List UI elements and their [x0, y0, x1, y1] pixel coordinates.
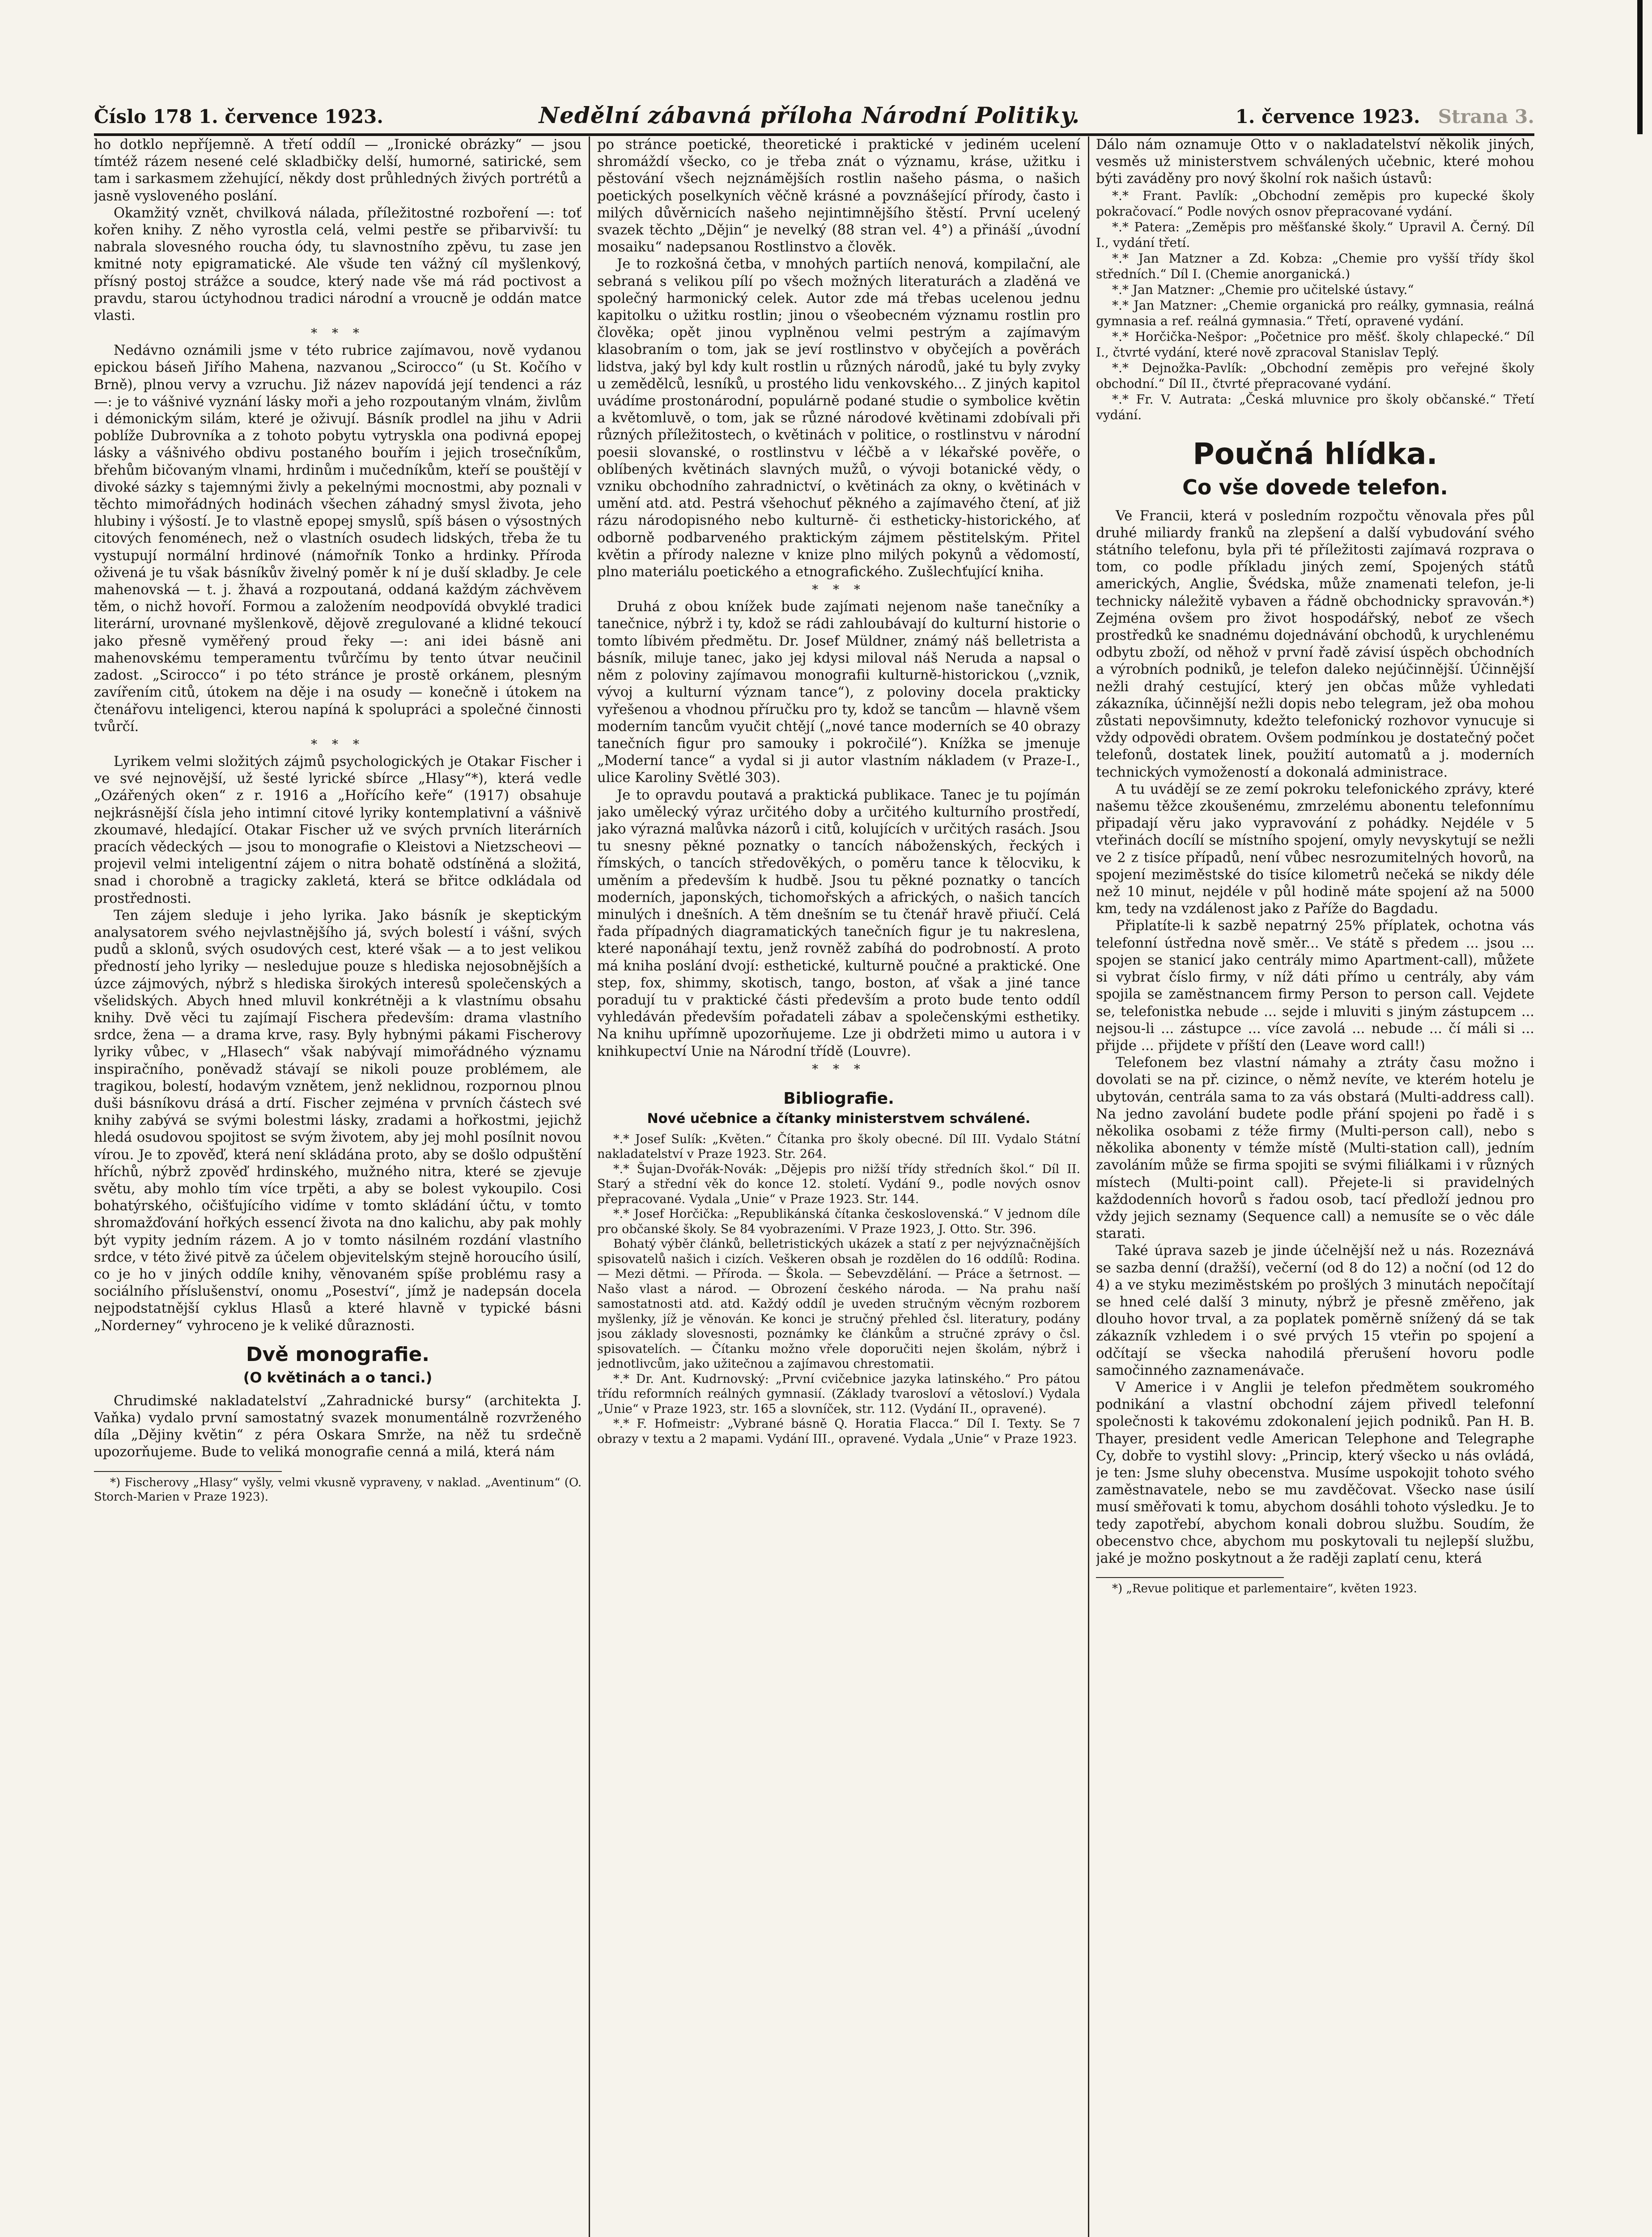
bibliography-subheading: Nové učebnice a čítanky ministerstvem schválené.: [647, 1110, 1031, 1127]
separator-stars: * * *: [812, 1061, 866, 1076]
paragraph: Nedávno oznámili jsme v této rubrice zajímavou, nově vydanou epickou báseň Jiřího Mahena, nazvanou „Scirocco“ (u St. Kočího v Brně), plnou vervy a vzruchu. Již název napovídá její tendenci a ráz —: je to vášnivé vyznání lásky moři a jeho rozpoutaným vlnám, živlům i démonickým silám, které je oživují. Básník prodlel na jihu v Adrii poblíže Dubrovníka a z tohoto pobytu vytryskla ona podivná epopej lásky a vášnivého obdivu postaného bouřím i jejich trosečníkům, břehům bičovaným vlnami, hrdinům i mučedníkům, kteří se pouštějí v divoké sázky s tajemnými živly a pekelnými mocnostmi, aby poznali v těchto mimořádných hodinách všechen záhadný smysl života, jeho hlubiny i výšostí. Je to vlastně epopej smyslů, spíš básen o výsostných citových fenoménech, než o vlastních osudech lidských, třeba že tu vystupují normální hrdinové (námořník Tonko a hrdinky. Příroda oživená je tu však básníkův živelný poměr k ní je duší skladby. Je cele mahenovská — t. j. žhavá a rozpoutaná, oddaná každým záchvěvem těm, o nichž hovoří. Formou a založením neodpovídá obvyklé tradici literární, urovnané myšlenkově, dějově zregulované a klidné tekoucí jako přesně vyměřený proud řeky —: ani idei básně ani mahenovskému temperamentu tvůrčímu by tento útvar neučinil zadost. „Scirocco“ i po této stránce je prostě orkánem, plesným zavířením citů, útokem na děje i na osudy — konečně i útokem na čtenářovu inteligenci, kterou napíná k spolupráci a společné činnosti tvůrčí.: [94, 343, 582, 735]
column-3: [1096, 136, 1534, 2237]
paragraph: Ten zájem sleduje i jeho lyrika. Jako básník je skeptickým analysatorem svého nejvlastnějšího já, svých bolestí i vášní, svých pudů a sklonů, svých osudových cest, které však — a to jest velikou předností jeho lyriky — nesledujue pouze s hlediska nejosobnějších a úzce zájmových, nýbrž s hlediska širokých interesů společenských a všelidských. Abych hned mluvil konkrétněji a k vlastnímu obsahu knihy. Dvě věci tu zajímají Fischera především: drama vlastního srdce, žena — a drama krve, rasy. Byly hybnými pákami Fischerovy lyriky vůbec, v „Hlasech“ však nabývají mimořádného významu inspiračního, poněvadž stávají se nikoli pouze problémem, ale tragikou, bolestí, hodavým vznětem, jenž neklidnou, rozpornou plnou duši básníkovu drásá a drtí. Fischer zejména v prvních částech své knihy zabývá se svými bolestmi lásky, zradami a hořkostmi, jejichž hledá osudovou spojitost se svým životem, aby jej mohl posílnit novou vírou. Je to zpověď, která není skládána proto, aby se došlo odpuštění hříchů, nýbrž zpověď hrdinského, mužného nitra, které se zjevuje světu, aby mohlo tím více trpěti, a aby se bolest vykoupilo. Cosi bohatýrského, očišťujícího vidíme v tomto skládání účtu, v tomto shromažďování hořkých essencí života na dno kalichu, aby pak mohly být vypity jedním rázem. A jo v tomto násilném rozdání vlastního srdce, v této živé pitvě za účelem objevitelským stejně horoucího úsilí, co je ho v jiných oddíle knihy, věnovaném spíše problému rasy a sociálního příslušenství, onomu „Poseství“, jímž je nadepsán docela nejpodstatnější cyklus Hlasů a které hlavně v typické básni „Norderney“ vyhroceno je k veliké důraznosti.: [94, 907, 582, 1334]
separator-stars: * * *: [311, 326, 365, 341]
paragraph: Také úprava sazeb je jinde účelnější než u nás. Rozeznává se sazba denní (dražší), večerní (od 8 do 12) a noční (od 12 do 4) a ve styku meziměstském po prošlých 3 minutách nepočítají se hned celé další 3 minuty, nýbrž je přesně změřeno, jak dlouho hovor trval, a za poplatek poměrně snížený dá se tak zákazník vzhledem i o své prvých 15 vteřin po spojení a odčítají se všecka nahodilá přerušení hovoru podle samočinného zaznamenávače.: [1096, 1243, 1534, 1378]
bibliography-item: *.* Josef Horčička: „Republikánská čítanka československá.“ V jednom díle pro občanské školy. Se 84 vyobrazeními. V Praze 1923, J. Otto. Str. 396.: [597, 1207, 1080, 1236]
column-1: [94, 136, 582, 2237]
supplement-title: Nedělní zábavná příloha Národní Politiky.: [539, 102, 1080, 128]
issue-number: Číslo 178 1. července 1923.: [94, 106, 383, 128]
footnote-rule: [1096, 1577, 1284, 1578]
bibliography-item: *.* Josef Sulík: „Květen.“ Čítanka pro školy obecné. Díl III. Vydalo Státní nakladatelství v Praze 1923. Str. 264.: [597, 1132, 1080, 1161]
paragraph: Okamžitý vznět, chvilková nálada, příležitostné rozboření —: toť kořen knihy. Z něho vyrostla celá, velmi pestře se přibarvivší: tu nabrala slovesného roucha ódy, tu slavnostního zpěvu, tu zase jen kmitné noty epigramatické. Ale všude ten vážný cíl myšlenkový, přísný postoj strážce a soudce, který nade vše má rád poctivost a pravdu, starou úctyhodnou tradici národní a vroucně je oddán matce vlasti.: [94, 205, 582, 324]
page-number: Strana 3.: [1438, 106, 1534, 128]
paragraph: Chrudimské nakladatelství „Zahradnické bursy“ (architekta J. Vaňka) vydalo první samostatný svazek monumentálně rozvrženého díla „Dějiny květin“ z péra Oskara Smrže, na něž tu srdečně upozorňujeme. Bude to veliká monografie cenná a milá, která nám: [94, 1393, 582, 1460]
paragraph: A tu uvádějí se ze zemí pokroku telefonického zprávy, které našemu těžce zkoušenému, zmrzelému abonentu telefonnímu připadají věru jako vypravování z pohádky. Nejdéle v 5 vteřinách docílí se místního spojení, omyly nevyskytují se nežli ve 2 z tisíce případů, není vůbec nesrozumitelných hovorů, na spojení meziměstské do tisíce kilometrů nečeká se nikdy déle než 10 minut, nejdéle v půl hodině máte spojení až na 5000 km, tedy na vzdálenost jako z Paříže do Bagdadu.: [1096, 781, 1534, 917]
footnote: *) Fischerovy „Hlasy“ vyšly, velmi vkusně vypraveny, v naklad. „Aventinum“ (O. Storch-Marien v Praze 1923).: [94, 1476, 582, 1504]
section-heading: Dvě monografie.: [246, 1343, 430, 1366]
section-subheading: (O květinách a o tanci.): [243, 1369, 433, 1386]
paragraph: Ve Francii, která v posledním rozpočtu věnovala přes půl druhé miliardy franků na zlepšení a další vybudování svého státního telefonu, byla při té příležitosti zajímavá rozprava o tom, co podle příkladu jiných zemí, Spojených států amerických, Anglie, Švédska, může znamenati telefon, je-li technicky náležitě vybaven a řádně obchodnicky spravován.*) Zejména ovšem pro život hospodářský, neboť ze všech prostředků ke snadnému dojednávání obchodů, k urychlenému odbytu zboží, od něhož v první řadě závisí úspěch obchodních a výrobních podniků, je telefon daleko nejúčinnější. Účinnější nežli drahý cestující, který jen občas může vyhledati zákazníka, účinnější nežli dopis nebo telegram, jež oba mohou zůstati nepovšimnuty, kdežto telefonický rozhovor vynucuje si vždy odpovědi obratem. Ovšem podmínkou je dostatečný počet telefonů, dostatek linek, použití automatů a j. moderních technických vymožeností a dokonalá administrace.: [1096, 508, 1534, 780]
separator-stars: * * *: [812, 582, 866, 597]
textbook-item: *.* Patera: „Zeměpis pro měšťanské školy.“ Upravil A. Černý. Díl I., vydání třetí.: [1096, 219, 1534, 250]
paragraph: Je to rozkošná četba, v mnohých partiích nenová, kompilační, ale sebraná s velikou pílí po všech možných literaturách a zladěná ve společný harmonický celek. Autor zde má třebas ucelenou jednu kapitolku o užitku rostlin; jinou o všeobecném významu rostlin pro člověka; opět jinou vyplněnou velmi pestrým a zajímavým klasobraním o tom, jak se jeví rostlinstvo v obyčejích a pověrách lidstva, jaký byl kdy kult rostlin u různých národů, jaké tu byly zvyky u zemědělců, lesníků, u prostého lidu venkovského... Z jiných kapitol uvádíme prostonárodní, populárně podané studie o symbolice květin a květomluvě, o tom, jak se různé národové květinami zdobívali při různých příležitostech, o květinách v politice, o rostlinstvu v národní poesii slovanské, o rostlinstvu v léčbě a v lékařské pověře, o oblíbených květinách slavných mužů, o vývoji botanické vědy, o vzniku obchodního zahradnictví, o květinách za okny, o květinách v umění atd. atd. Pestrá všehochuť pěkného a zajímavého čtení, ať již rázu národopisného nebo kulturně- či estheticky-historického, ať odborně podbarveného praktickým zájmem pěstitelským. Přitel květin a přírody nalezne v knize plno milých pokynů a vědomostí, plno materiálu poetického a etnografického. Zušlechťující kniha.: [597, 256, 1080, 580]
feature-heading: Poučná hlídka.: [1193, 436, 1438, 471]
paragraph: Dálo nám oznamuje Otto v o nakladatelství několik jiných, vesměs už ministerstvem schválených učebnic, které mohou býti zaváděny pro nový školní rok našich ústavů:: [1096, 137, 1534, 187]
masthead: [94, 102, 1534, 136]
scan-edge: [1637, 0, 1643, 134]
textbook-item: *.* Jan Matzner a Zd. Kobza: „Chemie pro vyšší třídy škol středních.“ Díl I. (Chemie anorganická.): [1096, 251, 1534, 281]
paragraph: Druhá z obou knížek bude zajímati nejenom naše tanečníky a tanečnice, nýbrž i ty, kdož se rádi zahloubávají do kulturní historie o tomto líbivém předmětu. Dr. Josef Müldner, známý náš belletrista a básník, miluje tanec, jako jej kdysi miloval náš Neruda a napsal o něm z poloviny zajímavou monografii kulturně-historickou („vznik, vývoj a kulturní význam tance“), z poloviny docela prakticky vyřešenou a vhodnou příručku pro ty, kdož se tancům — hlavně všem moderním tancům vyučit chtějí („nové tance moderních se 40 obrazy tanečních figur pro samouky i pokročilé“). Knížka se jmenuje „Moderní tance“ a vydal si ji autor vlastním nákladem (v Praze-I., ulice Karoliny Světlé 303).: [597, 599, 1080, 786]
header-right: [1236, 106, 1534, 128]
paragraph: V Americe i v Anglii je telefon předmětem soukromého podnikání a vlastní obchodní zájem přivedl telefonní společnosti k takovému zdokonalení jejich podniků. Pan H. B. Thayer, president vedle American Telephone and Telegraphe Cy, dobře to vystihl slovy: „Princip, který všecko u nás ovládá, je ten: Jsme sluhy obecenstva. Musíme uspokojit tohoto svého zaměstnavatele, nebo se mu zavděčovat. Všecko nase úsilí musí směřovati k tomu, abychom dosáhli tohoto výsledku. Je to tedy zapotřebí, abychom konali dobrou službu. Soudím, že obecenstvo chce, abychom mu poskytovali tu nejlepší službu, jaké je možno poskytnout a že raději zaplatí cenu, která: [1096, 1379, 1534, 1566]
textbook-item: *.* Horčička-Nešpor: „Početnice pro měšť. školy chlapecké.“ Díl I., čtvrté vydání, které nově zpracoval Stanislav Teplý.: [1096, 329, 1534, 360]
bibliography-item: *.* F. Hofmeistr: „Vybrané básně Q. Horatia Flacca.“ Díl I. Texty. Se 7 obrazy v textu a 2 mapami. Vydání III., opravené. Vydala „Unie“ v Praze 1923.: [597, 1417, 1080, 1446]
column-rule: [589, 136, 590, 2237]
paragraph: Je to opravdu poutavá a praktická publikace. Tanec je tu pojímán jako umělecký výraz určitého doby a určitého kulturního prostředí, jako výrazná malůvka názorů i citů, kolujících v určitých rasách. Jsou tu snesny pěkné poznatky o tancích náboženských, řeckých i římských, o tancích středověkých, o poměru tance k tělocviku, k uměním a především k hudbě. Jsou tu pěkné poznatky o tancích moderních, japonských, tichomořských a afrických, o našich tancích minulých i dnešních. A těm dnešním se tu čtenář hravě přiučí. Celá řada případných diagramatických tanečních figur je tu nakreslena, které naponáhají textu, jenž rovněž zabíhá do podrobností. A proto má kniha poslání dvojí: esthetické, kulturně poučné a praktické. One step, fox, shimmy, skotisch, tango, boston, ať však a jiné tance poradují tu v praktické části především a proto bude tento oddíl vyhledáván především pořadateli zábav a společenskými esthetiky. Na knihu upřímně upozorňujeme. Lze ji obdržeti mimo u autora i v knihkupectví Unie na Národní třídě (Louvre).: [597, 787, 1080, 1059]
feature-subheading: Co vše dovede telefon.: [1182, 475, 1448, 499]
paragraph: Lyrikem velmi složitých zájmů psychologických je Otakar Fischer i ve své nejnovější, už šesté lyrické sbírce „Hlasy“*), která vedle „Ozářených oken“ z r. 1916 a „Hořícího keře“ (1917) obsahuje nejkrásnější čísla jeho intimní citové lyriky kontemplativní a vášnivě zkoumavé, hledající. Otakar Fischer už ve svých prvních literárních pracích vědeckých — jsou to monografie o Kleistovi a Nietzscheovi — projevil velmi inteligentní zájem o nitra bohatě odstíněná a složitá, snad i chorobně a tragicky zakletá, která se břitce odkládala od prostřednosti.: [94, 753, 582, 906]
bibliography-item: *.* Dr. Ant. Kudrnovský: „První cvičebnice jazyka latinského.“ Pro pátou třídu reformních reálných gymnasií. (Základy tvarosloví a větosloví.) Vydala „Unie“ v Praze 1923, str. 165 a slovníček, str. 112. (Vydání II., opravené).: [597, 1372, 1080, 1416]
column-rule: [1088, 136, 1089, 2237]
textbook-item: *.* Frant. Pavlík: „Obchodní zeměpis pro kupecké školy pokračovací.“ Podle nových osnov přepracované vydání.: [1096, 188, 1534, 219]
textbook-item: *.* Fr. V. Autrata: „Česká mluvnice pro školy občanské.“ Třetí vydání.: [1096, 391, 1534, 422]
textbook-item: *.* Dejnožka-Pavlík: „Obchodní zeměpis pro veřejné školy obchodní.“ Díl II., čtvrté přepracované vydání.: [1096, 360, 1534, 391]
bibliography-item: *.* Šujan-Dvořák-Novák: „Dějepis pro nižší třídy středních škol.“ Díl II. Starý a střední věk do konce 12. století. Vydání 9., podle nových osnov přepracované. Vydala „Unie“ v Praze 1923. Str. 144.: [597, 1162, 1080, 1206]
footnote-rule: [94, 1471, 282, 1472]
paragraph: Připlatíte-li k sazbě nepatrný 25% příplatek, ochotna vás telefonní ústředna nově směr... Ve státě s předem ... jsou ... spojen se stanicí jako centrály mimo Apartment-call), můžete si vybrat číslo firmy, v níž dáti přímo u centrály, aby vám spojila se zaměstnancem firmy Person to person call. Vejdete se, telefonistka nebude ... sejde i mluviti s jiným zástupcem ... nejsou-li ... zástupce ... více zavolá ... nebude ... čí máli si ... přijde ... přijdete v příští den (Leave word call!): [1096, 918, 1534, 1054]
footnote: *) „Revue politique et parlementaire“, květen 1923.: [1112, 1582, 1417, 1596]
textbook-item: *.* Jan Matzner: „Chemie organická pro reálky, gymnasia, reálná gymnasia a ref. reálná gymnasia.“ Třetí, opravené vydání.: [1096, 298, 1534, 328]
paragraph: ho dotklo nepříjemně. A třetí oddíl — „Ironické obrázky“ — jsou tímtéž rázem nesené celé skladbičky delší, humorné, satirické, sem tam i sarkasmem zžehující, někdy dost průhledných živých portrétů a jasně vysloveného poslání.: [94, 137, 582, 204]
column-2: [597, 136, 1080, 2237]
separator-stars: * * *: [311, 736, 365, 752]
paragraph: Telefonem bez vlastní námahy a ztráty času možno i dovolati se na př. cizince, o němž nevíte, ve kterém hotelu je ubytován, centrála sama to za vás obstará (Multi-address call). Na jedno zavolání budete podle přání spojeni po řadě i s několika osobami z téže firmy (Multi-person call), nebo s několika abonenty v témže místě (Multi-station call), jedním zavoláním může se firma spojiti se svými filiálkami i v různých místech (Multi-point call). Přejete-li si pravidelných každodenních hovorů s řadou osob, tací předloží jednou pro vždy jejich seznamy (Sequence call) a nemusíte se o věc dále starati.: [1096, 1055, 1534, 1242]
bibliography-item: Bohatý výběr článků, belletristických ukázek a statí z per nejvýznačnějších spisovatelů našich i cizích. Veškeren obsah je rozdělen do 16 oddílů: Rodina. — Mezi dětmi. — Příroda. — Škola. — Sebevzdělání. — Práce a šetrnost. — Našo vlast a národ. — Obrození českého národa. — Na prahu naší samostatnosti atd. atd. Každý oddíl je uveden stručným věcným rozborem myšlenky, jíž je věnován. Ke konci je stručný přehled čsl. literatury, podány jsou základy slovesnosti, poznámky ke článkům a stručné zprávy o čsl. spisovatelích. — Čítanku možno vřele doporučiti nejen školám, nýbrž i jednotlivcům, jako užitečnou a zajímavou chrestomatii.: [597, 1237, 1080, 1371]
issue-date: 1. července 1923.: [1235, 106, 1420, 128]
paragraph: po stránce poetické, theoretické i praktické v jediném ucelení shromáždí všecko, co je třeba znát o významu, kráse, užitku i pěstování všech nejznámějších rostlin našeho pásma, o našich poetických poselkyních věčně krásné a povznášející přírody, často i milých důvěrnicích našeho nejintimnějšího štěstí. První ucelený svazek těchto „Dějin“ je nevelký (88 stran vel. 4°) a přináší „úvodní mosaiku“ nadepsanou Rostlinstvo a člověk.: [597, 137, 1080, 255]
textbook-item: *.* Jan Matzner: „Chemie pro učitelské ústavy.“: [1112, 282, 1414, 297]
bibliography-heading: Bibliografie.: [783, 1089, 894, 1108]
